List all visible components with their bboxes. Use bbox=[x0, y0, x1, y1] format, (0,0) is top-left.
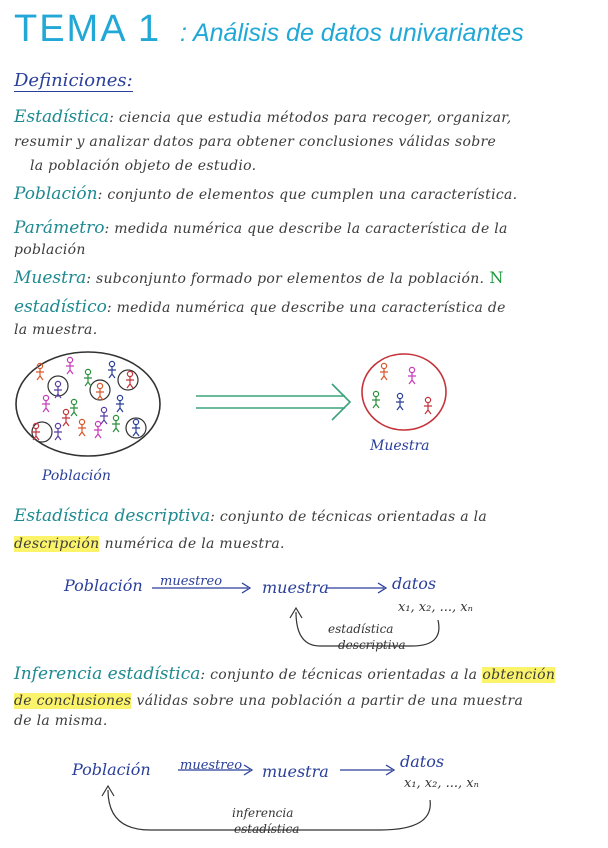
text-inferencia-3: de la misma. bbox=[14, 713, 108, 729]
text-estadistica-3: la población objeto de estudio. bbox=[30, 158, 257, 174]
highlight-obtencion: obtención bbox=[482, 667, 556, 683]
term-muestra: Muestra bbox=[14, 268, 87, 288]
flow1-datos: datos bbox=[392, 574, 437, 593]
text-inferencia-1: : conjunto de técnicas orientadas a la bbox=[200, 667, 478, 683]
flow2-datos: datos bbox=[400, 752, 445, 771]
flow2-loop-label-1: inferencia bbox=[232, 806, 294, 820]
flow2-poblacion: Población bbox=[72, 760, 151, 779]
text-estadistica-1: : ciencia que estudia métodos para recoger, organizar, bbox=[109, 110, 512, 126]
text-descriptiva-2: numérica de la muestra. bbox=[104, 536, 285, 552]
page-title: TEMA 1 bbox=[14, 8, 162, 50]
text-estadistica-2: resumir y analizar datos para obtener conclusiones válidas sobre bbox=[14, 134, 497, 150]
flow1-muestreo: muestreo bbox=[160, 574, 223, 589]
text-parametro-1: : medida numérica que describe la característica de la bbox=[104, 221, 508, 237]
page-subtitle: : Análisis de datos univariantes bbox=[180, 19, 524, 47]
flow1-vars: x₁, x₂, ..., xₙ bbox=[398, 600, 473, 615]
flow2-vars: x₁, x₂, ..., xₙ bbox=[404, 776, 479, 791]
text-estadistico-2: la muestra. bbox=[14, 322, 98, 338]
text-inferencia-2: válidas sobre una población a partir de una muestra bbox=[136, 693, 524, 709]
highlight-conclusiones: de conclusiones bbox=[14, 693, 132, 709]
definitions-heading: Definiciones: bbox=[14, 70, 133, 91]
flow2-muestra: muestra bbox=[262, 762, 329, 781]
highlight-descripcion: descripción bbox=[14, 536, 100, 552]
flow2-muestreo: muestreo bbox=[180, 758, 243, 773]
term-poblacion: Población bbox=[14, 184, 98, 204]
term-inferencia: Inferencia estadística bbox=[14, 664, 201, 684]
term-parametro: Parámetro bbox=[14, 218, 105, 238]
flow1-loop-label-1: estadística bbox=[328, 622, 394, 636]
muestra-size-symbol: N bbox=[489, 268, 504, 287]
term-descriptiva: Estadística descriptiva bbox=[14, 506, 211, 526]
population-label: Población bbox=[42, 468, 111, 484]
flow2-loop-label-2: estadística bbox=[234, 822, 300, 836]
text-poblacion: : conjunto de elementos que cumplen una característica. bbox=[97, 187, 518, 203]
text-descriptiva-1: : conjunto de técnicas orientadas a la bbox=[210, 509, 488, 525]
term-estadistico: estadístico bbox=[14, 297, 107, 317]
term-estadistica: Estadística bbox=[14, 107, 110, 127]
flow1-poblacion: Población bbox=[64, 576, 143, 595]
flow1-muestra: muestra bbox=[262, 578, 329, 597]
sample-label: Muestra bbox=[370, 438, 430, 454]
text-muestra: : subconjunto formado por elementos de la población. bbox=[86, 271, 485, 287]
flow1-loop-label-2: descriptiva bbox=[338, 638, 406, 652]
text-parametro-2: población bbox=[14, 242, 86, 258]
text-estadistico-1: : medida numérica que describe una característica de bbox=[106, 300, 506, 316]
